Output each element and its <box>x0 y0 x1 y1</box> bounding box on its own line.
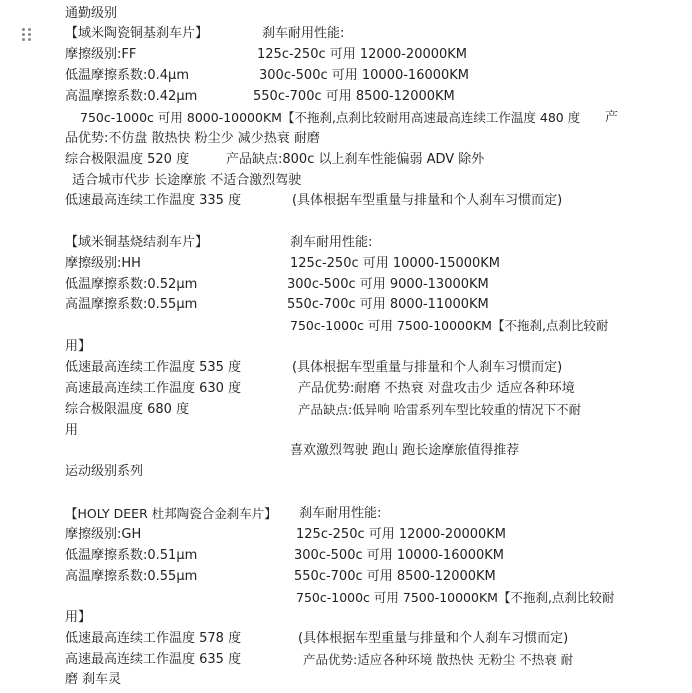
s3-low-speed-temp: 低速最高连续工作温度 578 度 <box>65 631 242 646</box>
s3-advantages: 产品优势:适应各种环境 散热快 无粉尘 不热衰 耐 <box>303 652 574 667</box>
s2-low-speed-temp: 低速最高连续工作温度 535 度 <box>65 360 242 375</box>
s2-range-2: 300c-500c 可用 9000-13000KM <box>287 277 489 292</box>
s2-high-speed-temp: 高速最高连续工作温度 630 度 <box>65 381 242 396</box>
s3-range-4: 750c-1000c 可用 7500-10000KM【不拖刹,点刹比较耐 <box>296 590 615 605</box>
s3-high-coef: 高温摩擦系数:0.55μm <box>65 569 198 584</box>
s1-advantages: 品优势:不仿盘 散热快 粉尘少 减少热衰 耐磨 <box>65 131 320 146</box>
s2-advantages: 产品优势:耐磨 不热衰 对盘攻击少 适应各种环境 <box>298 381 575 396</box>
s2-cons-cont: 用 <box>65 423 79 438</box>
s1-perf-title: 刹车耐用性能: <box>262 26 345 41</box>
s1-friction: 摩擦级别:FF <box>65 47 137 62</box>
s2-suitability: 喜欢激烈驾驶 跑山 跑长途摩旅值得推荐 <box>290 443 520 458</box>
s3-high-speed-temp: 高速最高连续工作温度 635 度 <box>65 652 242 667</box>
s1-range-4: 750c-1000c 可用 8000-10000KM【不拖刹,点刹比较耐用高速最高连续工作温度 480 度 <box>80 110 581 125</box>
s1-low-speed-temp: 低速最高连续工作温度 335 度 <box>65 193 242 208</box>
s2-cons: 产品缺点:低异响 哈雷系列车型比较重的情况下不耐 <box>298 402 582 417</box>
s3-friction: 摩擦级别:GH <box>65 527 142 542</box>
s1-title: 【域米陶瓷铜基刹车片】 <box>65 26 209 41</box>
s2-range-3: 550c-700c 可用 8000-11000KM <box>287 297 489 312</box>
s1-limit-temp: 综合极限温度 520 度 <box>65 152 190 167</box>
s1-low-coef: 低温摩擦系数:0.4μm <box>65 68 189 83</box>
s3-range-4-cont: 用】 <box>65 610 92 625</box>
s2-high-coef: 高温摩擦系数:0.55μm <box>65 297 198 312</box>
s1-suitability: 适合城市代步 长途摩旅 不适合激烈驾驶 <box>72 173 302 188</box>
s3-advantages-cont: 磨 刹车灵 <box>65 672 122 687</box>
s3-range-2: 300c-500c 可用 10000-16000KM <box>294 548 505 563</box>
s2-range-4-cont: 用】 <box>65 339 92 354</box>
s2-limit-temp: 综合极限温度 680 度 <box>65 402 190 417</box>
s3-note: (具体根据车型重量与排量和个人刹车习惯而定) <box>298 631 569 646</box>
s2-perf-title: 刹车耐用性能: <box>290 235 373 250</box>
s2-range-4: 750c-1000c 可用 7500-10000KM【不拖刹,点刹比较耐 <box>290 318 609 333</box>
s3-perf-title: 刹车耐用性能: <box>299 506 382 521</box>
s2-note: (具体根据车型重量与排量和个人刹车习惯而定) <box>292 360 563 375</box>
s1-cons: 产品缺点:800c 以上刹车性能偏弱 ADV 除外 <box>226 152 485 167</box>
s3-range-3: 550c-700c 可用 8500-12000KM <box>294 569 496 584</box>
s3-title: 【HOLY DEER 杜邦陶瓷合金刹车片】 <box>65 506 277 521</box>
heading-sport: 运动级别系列 <box>65 464 144 479</box>
s3-low-coef: 低温摩擦系数:0.51μm <box>65 548 198 563</box>
heading-commute: 通勤级别 <box>65 6 118 21</box>
s3-range-1: 125c-250c 可用 12000-20000KM <box>296 527 507 542</box>
s2-range-1: 125c-250c 可用 10000-15000KM <box>290 256 501 271</box>
s2-title: 【域米铜基烧结刹车片】 <box>65 235 209 250</box>
s2-friction: 摩擦级别:HH <box>65 256 141 271</box>
s1-high-coef: 高温摩擦系数:0.42μm <box>65 89 198 104</box>
s1-range-2: 300c-500c 可用 10000-16000KM <box>259 68 470 83</box>
s2-low-coef: 低温摩擦系数:0.52μm <box>65 277 198 292</box>
drag-handle-icon[interactable] <box>22 28 32 42</box>
s1-range-1: 125c-250c 可用 12000-20000KM <box>257 47 468 62</box>
s1-range-4-cont: 产 <box>605 110 619 125</box>
s1-range-3: 550c-700c 可用 8500-12000KM <box>253 89 455 104</box>
s1-note: (具体根据车型重量与排量和个人刹车习惯而定) <box>292 193 563 208</box>
